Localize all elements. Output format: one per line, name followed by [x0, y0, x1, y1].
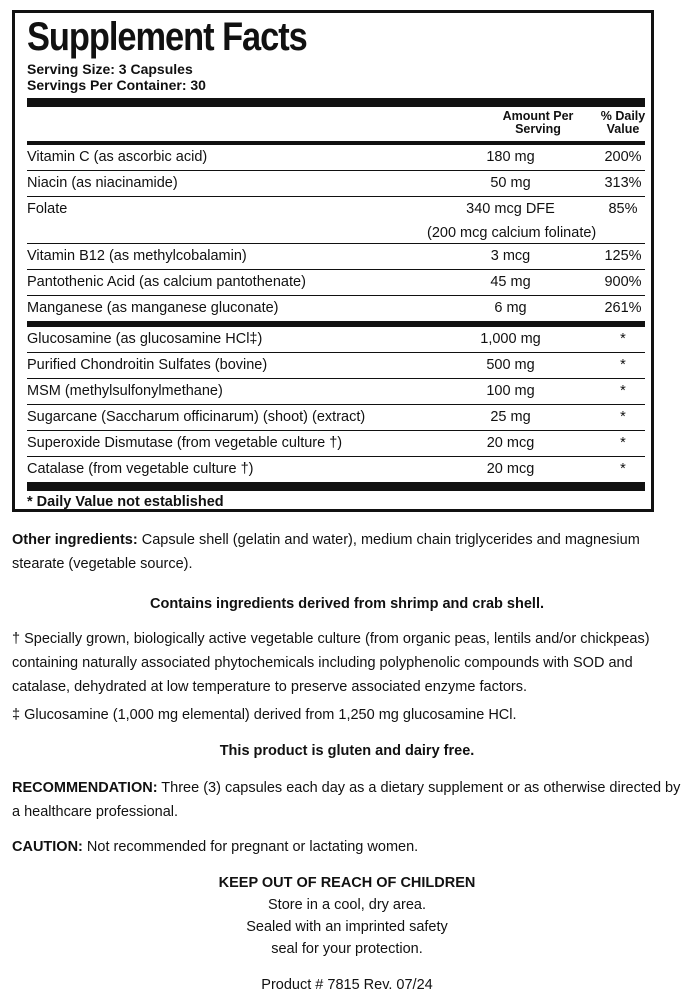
nutrient-name: Manganese (as manganese gluconate)	[27, 300, 279, 316]
ingredient-row	[27, 457, 645, 482]
nutrient-amount	[427, 379, 594, 404]
amount-value: 1,000 mg	[480, 331, 541, 347]
nutrient-amount	[427, 145, 594, 170]
vitamin-row	[27, 270, 645, 296]
nutrient-name: Folate	[27, 201, 68, 217]
nutrient-amount	[427, 244, 594, 269]
servings-per-container: Servings Per Container: 30	[27, 77, 206, 93]
double-dagger-note: ‡ Glucosamine (1,000 mg elemental) derived from 1,250 mg glucosamine HCl.	[12, 707, 517, 723]
amount-value: 25 mg	[490, 409, 531, 425]
vitamin-row	[27, 145, 645, 171]
nutrient-amount	[427, 405, 594, 430]
daily-value: *	[620, 409, 626, 425]
nutrient-name: Glucosamine (as glucosamine HCl‡)	[27, 331, 263, 347]
amount-value: 180 mg	[486, 149, 535, 165]
vitamin-row	[27, 171, 645, 197]
vitamin-row	[27, 197, 645, 244]
recommendation: RECOMMENDATION: Three (3) capsules each day as a dietary supplement or as otherwise directed by a healthcare professional.	[12, 780, 681, 820]
allergen-statement: Contains ingredients derived from shrimp and crab shell.	[150, 596, 544, 612]
nutrient-name: Catalase (from vegetable culture †)	[27, 461, 254, 477]
column-header	[27, 107, 645, 142]
amount-value: 3 mcg	[490, 248, 531, 264]
dagger-note: † Specially grown, biologically active vegetable culture (from organic peas, lentils and/or chickpeas) containing naturally associated phytochemicals including polyphenolic compounds with SOD and catalase, dehydrated at low temperature to preserve associated enzyme factors.	[12, 631, 650, 695]
amount-value: 20 mcg	[486, 461, 535, 477]
amount-value: 50 mg	[490, 175, 531, 191]
amount-value: 100 mg	[486, 383, 535, 399]
vitamin-row	[27, 296, 645, 321]
daily-value: *	[620, 357, 626, 373]
ingredient-row	[27, 353, 645, 379]
vitamin-row	[27, 244, 645, 270]
nutrient-amount	[427, 197, 597, 244]
daily-value: *	[620, 461, 626, 477]
amount-header: Amount Per Serving	[502, 109, 574, 136]
daily-value: *	[620, 331, 626, 347]
nutrient-amount	[427, 353, 594, 378]
daily-value-header: % Daily Value	[600, 109, 646, 136]
nutrient-name: MSM (methylsulfonylmethane)	[27, 383, 223, 399]
footnote: * Daily Value not established	[27, 494, 224, 510]
nutrient-amount	[427, 171, 594, 196]
daily-value: 200%	[604, 149, 642, 165]
vitamin-rows	[27, 145, 645, 321]
daily-value: 261%	[604, 300, 642, 316]
nutrient-amount	[427, 296, 594, 321]
daily-value: 900%	[604, 274, 642, 290]
ingredient-row	[27, 379, 645, 405]
nutrient-name: Superoxide Dismutase (from vegetable culture †)	[27, 435, 343, 451]
nutrient-name: Niacin (as niacinamide)	[27, 175, 178, 191]
product-number: Product # 7815 Rev. 07/24	[261, 977, 433, 993]
daily-value: 125%	[604, 248, 642, 264]
nutrient-name: Pantothenic Acid (as calcium pantothenate)	[27, 274, 306, 290]
panel-title: Supplement Facts	[27, 15, 307, 59]
caution: CAUTION: Not recommended for pregnant or lactating women.	[12, 839, 419, 855]
daily-value: 85%	[608, 201, 638, 217]
daily-value: *	[620, 435, 626, 451]
storage-line-3: seal for your protection.	[271, 941, 423, 957]
other-ingredients: Other ingredients: Capsule shell (gelatin and water), medium chain triglycerides and magnesium stearate (vegetable source).	[12, 532, 640, 572]
nutrient-amount	[427, 327, 594, 352]
serving-size: Serving Size: 3 Capsules	[27, 61, 193, 77]
ingredient-rows	[27, 327, 645, 482]
ingredient-row	[27, 327, 645, 353]
nutrient-amount	[427, 270, 594, 295]
nutrient-amount	[427, 457, 594, 482]
daily-value: 313%	[604, 175, 642, 191]
amount-detail: (200 mcg calcium folinate)	[427, 225, 597, 241]
amount-value: 340 mcg DFE	[466, 201, 555, 217]
nutrient-name: Purified Chondroitin Sulfates (bovine)	[27, 357, 268, 373]
keep-out-warning: KEEP OUT OF REACH OF CHILDREN	[218, 875, 476, 891]
amount-value: 500 mg	[486, 357, 535, 373]
storage-line-1: Store in a cool, dry area.	[268, 897, 426, 913]
nutrient-name: Vitamin C (as ascorbic acid)	[27, 149, 208, 165]
ingredient-row	[27, 431, 645, 457]
storage-line-2: Sealed with an imprinted safety	[246, 919, 448, 935]
divider-thick	[27, 98, 645, 107]
amount-value: 6 mg	[494, 300, 527, 316]
ingredient-row	[27, 405, 645, 431]
gluten-statement: This product is gluten and dairy free.	[219, 743, 475, 759]
nutrient-name: Sugarcane (Saccharum officinarum) (shoot) (extract)	[27, 409, 366, 425]
amount-value: 20 mcg	[486, 435, 535, 451]
nutrient-amount	[427, 431, 594, 456]
daily-value: *	[620, 383, 626, 399]
divider-bottom	[27, 482, 645, 491]
supplement-facts-panel	[12, 10, 654, 512]
nutrient-name: Vitamin B12 (as methylcobalamin)	[27, 248, 247, 264]
amount-value: 45 mg	[490, 274, 531, 290]
